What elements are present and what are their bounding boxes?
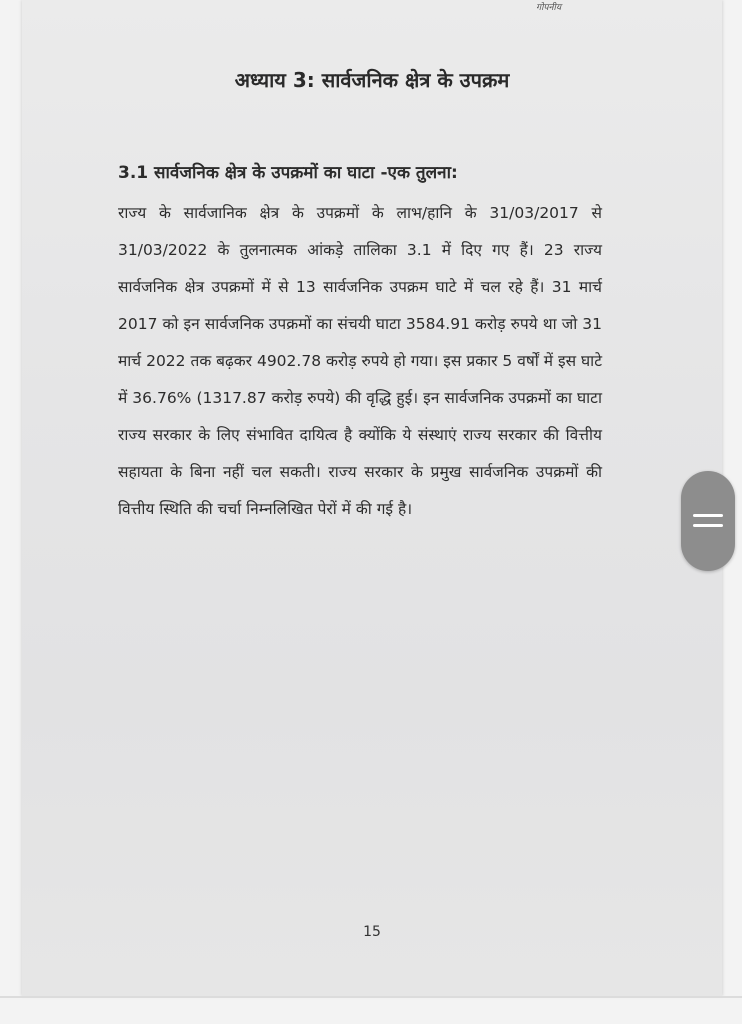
chapter-title: अध्याय 3: सार्वजनिक क्षेत्र के उपक्रम [234, 68, 510, 92]
header-mark: गोपनीय [536, 3, 562, 13]
drag-handle-icon [693, 524, 723, 527]
page-divider [0, 996, 742, 998]
page-number: 15 [363, 924, 381, 940]
document-page [22, 0, 722, 996]
drag-handle-icon [693, 514, 723, 517]
section-3-1 [118, 159, 602, 528]
scroll-handle[interactable] [681, 471, 735, 571]
section-heading: 3.1 सार्वजनिक क्षेत्र के उपक्रमों का घाटा -एक तुलना: [118, 163, 458, 183]
section-body: राज्य के सार्वजानिक क्षेत्र के उपक्रमों के लाभ/हानि के 31/03/2017 से 31/03/2022 के तुलनात्मक आंकड़े तालिका 3.1 में दिए गए हैं। 23 राज्य सार्वजनिक क्षेत्र उपक्रमों में से 13 सार्वजनिक उपक्रम घाटे में चल रहे हैं। 31 मार्च 2017 को इन सार्वजनिक उपक्रमों का संचयी घाटा 3584.91 करोड़ रुपये था जो 31 मार्च 2022 तक बढ़कर 4902.78 करोड़ रुपये हो गया। इस प्रकार 5 वर्षों में इस घाटे में 36.76% (1317.87 करोड़ रुपये) की वृद्धि हुई। इन सार्वजनिक उपक्रमों का घाटा राज्य सरकार के लिए संभावित दायित्व है क्योंकि ये संस्थाएं राज्य सरकार की वित्तीय सहायता के बिना नहीं चल सकती। राज्य सरकार के प्रमुख सार्वजनिक उपक्रमों की वित्तीय स्थिति की चर्चा निम्नलिखित पेरों में की गई है। [118, 204, 602, 518]
